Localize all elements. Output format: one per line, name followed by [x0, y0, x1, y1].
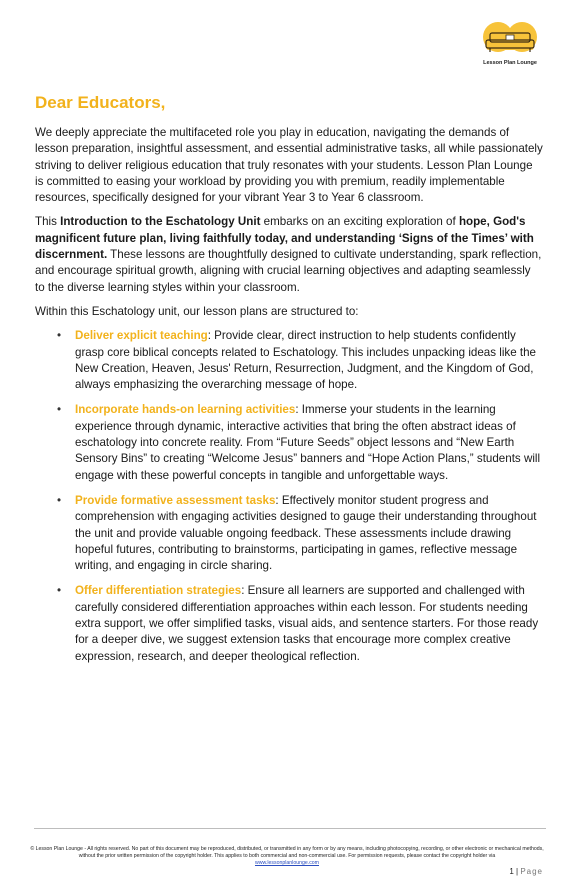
bullet-icon: • — [57, 584, 62, 598]
unit-text-a: This — [35, 215, 61, 229]
lesson-plan-lounge-logo — [476, 20, 544, 74]
list-item — [35, 583, 543, 664]
list-item-title: Provide formative assessment tasks — [75, 493, 276, 507]
list-item-title: Offer differentiation strategies — [75, 584, 242, 598]
page-separator: | — [513, 867, 521, 876]
unit-paragraph — [35, 214, 543, 295]
page-title: Dear Educators, — [35, 93, 166, 112]
unit-themes: hope, God's magnificent future plan, living faithfully today, and understanding ‘Signs of the Times’ with discernment. — [35, 215, 534, 262]
list-item — [35, 493, 543, 574]
structure-paragraph: Within this Eschatology unit, our lesson plans are structured to: — [35, 304, 359, 318]
list-item — [35, 328, 543, 393]
list-item — [35, 402, 543, 483]
unit-text-d: These lessons are thoughtfully designed to cultivate understanding, spark reflection, and encourage spiritual growth, aligning with crucial learning objectives and adapting seamlessly to the diverse learning styles within your classroom. — [35, 248, 542, 294]
footer-divider — [34, 828, 546, 829]
bullet-icon: • — [57, 493, 62, 507]
unit-text-c: embarks on an exciting exploration of — [260, 215, 459, 229]
logo-text: Lesson Plan Lounge — [483, 60, 537, 66]
bullet-icon: • — [57, 403, 62, 417]
footer-copyright — [30, 846, 544, 867]
bullet-icon: • — [57, 329, 62, 343]
page-word: Page — [520, 867, 543, 876]
intro-paragraph: We deeply appreciate the multifaceted role you play in education, navigating the demands of lesson preparation, insightful assessment, and essential administrative tasks, all while passionately striving to deliver religious education that truly resonates with your students. Lesson Plan Lounge is committed to easing your workload by providing you with premium, readily implementable resources, specifically designed for your vibrant Year 3 to Year 6 classroom. — [35, 126, 543, 205]
list-item-text: : Effectively monitor student progress and comprehension with engaging activities designed to gauge their understanding throughout the unit and provide valuable ongoing feedback. These assessments include drawing hopeful futures, contributing to brainstorms, participating in games, reflective message writing, and engaging in circle sharing. — [75, 493, 537, 573]
list-item-title: Incorporate hands-on learning activities — [75, 403, 296, 417]
letter-content — [35, 93, 543, 674]
list-item-text: : Ensure all learners are supported and challenged with carefully considered differentiation approaches within each lesson. For students needing extra support, we offer simplified tasks, visual aids, and sentence starters. For those ready for a deeper dive, we suggest extension tasks that encourage more complex creative expression, research, and deeper theological reflection. — [75, 584, 539, 663]
page-number-value: 1 — [509, 867, 514, 876]
page-number — [509, 867, 543, 876]
list-item-text: : Provide clear, direct instruction to help students confidently grasp core biblical concepts related to Eschatology. This includes unpacking ideas like the New Creation, Heaven, Jesus' Return, Resurrection, Judgment, and the Kingdom of God, always emphasizing the overarching message of hope. — [75, 329, 537, 392]
list-item-title: Deliver explicit teaching — [75, 329, 208, 343]
unit-title: Introduction to the Eschatology Unit — [60, 215, 261, 229]
website-link[interactable]: www.lessonplanlounge.com — [254, 860, 319, 866]
copyright-text: © Lesson Plan Lounge - All rights reserved. No part of this document may be reproduced, distributed, or transmitted in any form or by any means, including photocopying, recording, or other electronic or mechanical methods, without the prior written permission of the copyright holder. This applies to both commercial and non-commercial use. For permission requests, please contact the copyright holder via — [30, 846, 544, 859]
list-item-text: : Immerse your students in the learning experience through dynamic, interactive activities that bring the often abstract ideas of eschatology into concrete reality. From “Future Seeds” object lessons and “New Earth Sensory Bins” to creating “Welcome Jesus” banners and “Hope Action Plans,” students will engage with these powerful concepts in tangible and unforgettable ways. — [75, 403, 541, 482]
structure-list — [35, 328, 543, 665]
sofa-logo-icon — [476, 20, 544, 60]
